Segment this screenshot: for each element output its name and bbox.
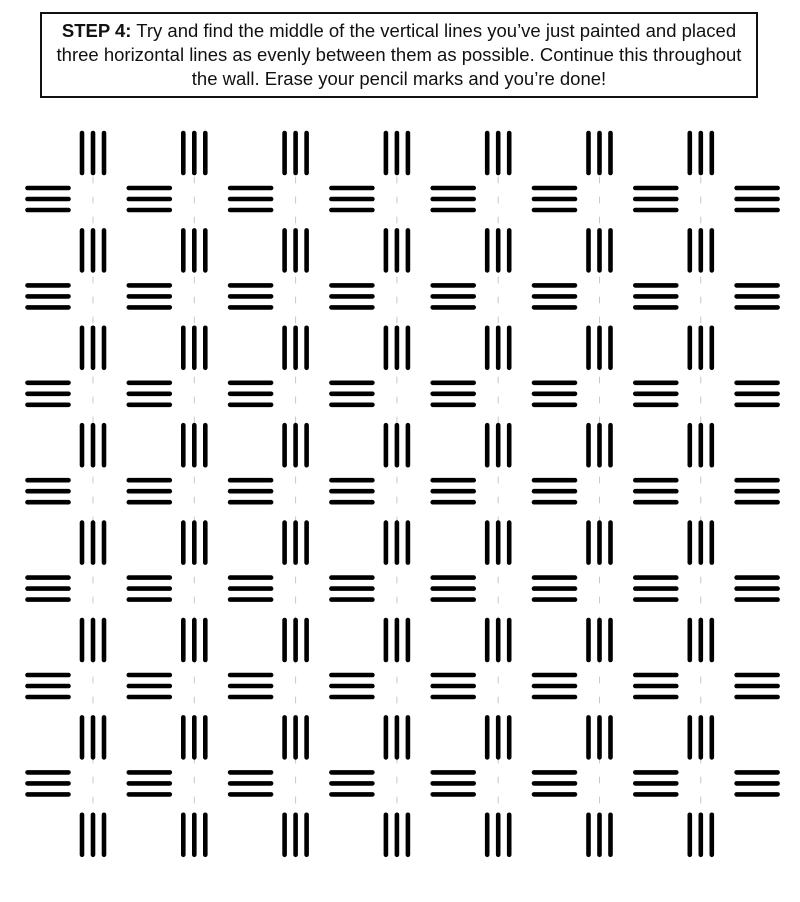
three-vertical-bars-icon <box>386 328 408 368</box>
three-vertical-bars-icon <box>82 815 104 855</box>
three-vertical-bars-icon <box>690 425 712 465</box>
three-vertical-bars-icon <box>82 328 104 368</box>
three-horizontal-bars-icon <box>230 675 271 697</box>
three-horizontal-bars-icon <box>129 772 170 794</box>
three-horizontal-bars-icon <box>230 480 271 502</box>
three-horizontal-bars-icon <box>28 285 69 307</box>
three-horizontal-bars-icon <box>534 188 575 210</box>
three-horizontal-bars-icon <box>28 480 69 502</box>
three-vertical-bars-icon <box>386 425 408 465</box>
three-vertical-bars-icon <box>690 133 712 173</box>
three-vertical-bars-icon <box>487 133 509 173</box>
three-horizontal-bars-icon <box>737 675 778 697</box>
three-horizontal-bars-icon <box>331 578 372 600</box>
three-horizontal-bars-icon <box>28 578 69 600</box>
three-vertical-bars-icon <box>589 425 611 465</box>
three-horizontal-bars-icon <box>331 675 372 697</box>
three-horizontal-bars-icon <box>331 772 372 794</box>
three-horizontal-bars-icon <box>433 675 474 697</box>
three-vertical-bars-icon <box>690 717 712 757</box>
three-horizontal-bars-icon <box>737 480 778 502</box>
three-horizontal-bars-icon <box>129 188 170 210</box>
three-vertical-bars-icon <box>285 717 307 757</box>
three-vertical-bars-icon <box>690 620 712 660</box>
three-horizontal-bars-icon <box>635 383 676 405</box>
three-vertical-bars-icon <box>285 328 307 368</box>
three-horizontal-bars-icon <box>28 772 69 794</box>
three-horizontal-bars-icon <box>433 383 474 405</box>
three-vertical-bars-icon <box>183 230 205 270</box>
three-horizontal-bars-icon <box>534 578 575 600</box>
three-vertical-bars-icon <box>386 717 408 757</box>
three-horizontal-bars-icon <box>433 285 474 307</box>
three-vertical-bars-icon <box>183 133 205 173</box>
three-vertical-bars-icon <box>183 620 205 660</box>
three-horizontal-bars-icon <box>230 188 271 210</box>
three-vertical-bars-icon <box>487 620 509 660</box>
three-vertical-bars-icon <box>285 425 307 465</box>
three-horizontal-bars-icon <box>28 383 69 405</box>
three-horizontal-bars-icon <box>433 772 474 794</box>
three-vertical-bars-icon <box>82 717 104 757</box>
three-vertical-bars-icon <box>487 523 509 563</box>
three-horizontal-bars-icon <box>433 480 474 502</box>
three-horizontal-bars-icon <box>635 188 676 210</box>
three-vertical-bars-icon <box>589 133 611 173</box>
three-vertical-bars-icon <box>487 815 509 855</box>
three-horizontal-bars-icon <box>331 480 372 502</box>
three-vertical-bars-icon <box>82 133 104 173</box>
three-horizontal-bars-icon <box>230 578 271 600</box>
three-horizontal-bars-icon <box>28 188 69 210</box>
three-vertical-bars-icon <box>589 815 611 855</box>
three-horizontal-bars-icon <box>737 578 778 600</box>
three-horizontal-bars-icon <box>331 383 372 405</box>
three-vertical-bars-icon <box>285 523 307 563</box>
three-horizontal-bars-icon <box>737 383 778 405</box>
three-horizontal-bars-icon <box>534 285 575 307</box>
three-vertical-bars-icon <box>386 620 408 660</box>
three-vertical-bars-icon <box>82 230 104 270</box>
three-horizontal-bars-icon <box>635 285 676 307</box>
step-description: Try and find the middle of the vertical lines you’ve just painted and placed three horizontal lines as evenly between them as possible. Continue this throughout the wall. Erase your pencil marks and you’re done! <box>56 20 742 89</box>
three-vertical-bars-icon <box>690 328 712 368</box>
three-vertical-bars-icon <box>589 328 611 368</box>
three-vertical-bars-icon <box>386 230 408 270</box>
three-horizontal-bars-icon <box>129 383 170 405</box>
three-vertical-bars-icon <box>183 815 205 855</box>
three-vertical-bars-icon <box>285 620 307 660</box>
three-vertical-bars-icon <box>183 425 205 465</box>
three-vertical-bars-icon <box>82 523 104 563</box>
three-horizontal-bars-icon <box>737 285 778 307</box>
three-horizontal-bars-icon <box>635 578 676 600</box>
three-horizontal-bars-icon <box>534 383 575 405</box>
three-vertical-bars-icon <box>183 717 205 757</box>
three-vertical-bars-icon <box>285 230 307 270</box>
three-horizontal-bars-icon <box>230 772 271 794</box>
three-horizontal-bars-icon <box>737 772 778 794</box>
three-vertical-bars-icon <box>690 815 712 855</box>
three-horizontal-bars-icon <box>635 675 676 697</box>
three-horizontal-bars-icon <box>534 675 575 697</box>
three-vertical-bars-icon <box>487 717 509 757</box>
three-horizontal-bars-icon <box>230 383 271 405</box>
three-horizontal-bars-icon <box>737 188 778 210</box>
three-vertical-bars-icon <box>183 523 205 563</box>
three-vertical-bars-icon <box>82 425 104 465</box>
three-horizontal-bars-icon <box>331 188 372 210</box>
three-horizontal-bars-icon <box>129 578 170 600</box>
three-vertical-bars-icon <box>589 620 611 660</box>
three-vertical-bars-icon <box>285 815 307 855</box>
three-horizontal-bars-icon <box>129 285 170 307</box>
three-vertical-bars-icon <box>487 230 509 270</box>
three-horizontal-bars-icon <box>635 480 676 502</box>
three-horizontal-bars-icon <box>129 480 170 502</box>
three-horizontal-bars-icon <box>28 675 69 697</box>
three-vertical-bars-icon <box>589 230 611 270</box>
three-vertical-bars-icon <box>589 717 611 757</box>
three-horizontal-bars-icon <box>534 772 575 794</box>
three-vertical-bars-icon <box>487 328 509 368</box>
three-horizontal-bars-icon <box>433 578 474 600</box>
three-horizontal-bars-icon <box>635 772 676 794</box>
three-horizontal-bars-icon <box>230 285 271 307</box>
three-vertical-bars-icon <box>386 815 408 855</box>
three-vertical-bars-icon <box>82 620 104 660</box>
three-horizontal-bars-icon <box>534 480 575 502</box>
three-vertical-bars-icon <box>589 523 611 563</box>
three-horizontal-bars-icon <box>129 675 170 697</box>
three-horizontal-bars-icon <box>433 188 474 210</box>
three-vertical-bars-icon <box>183 328 205 368</box>
three-vertical-bars-icon <box>690 230 712 270</box>
three-vertical-bars-icon <box>690 523 712 563</box>
three-vertical-bars-icon <box>386 523 408 563</box>
three-vertical-bars-icon <box>285 133 307 173</box>
three-vertical-bars-icon <box>386 133 408 173</box>
step-label: STEP 4: <box>61 20 132 41</box>
three-horizontal-bars-icon <box>331 285 372 307</box>
three-vertical-bars-icon <box>487 425 509 465</box>
